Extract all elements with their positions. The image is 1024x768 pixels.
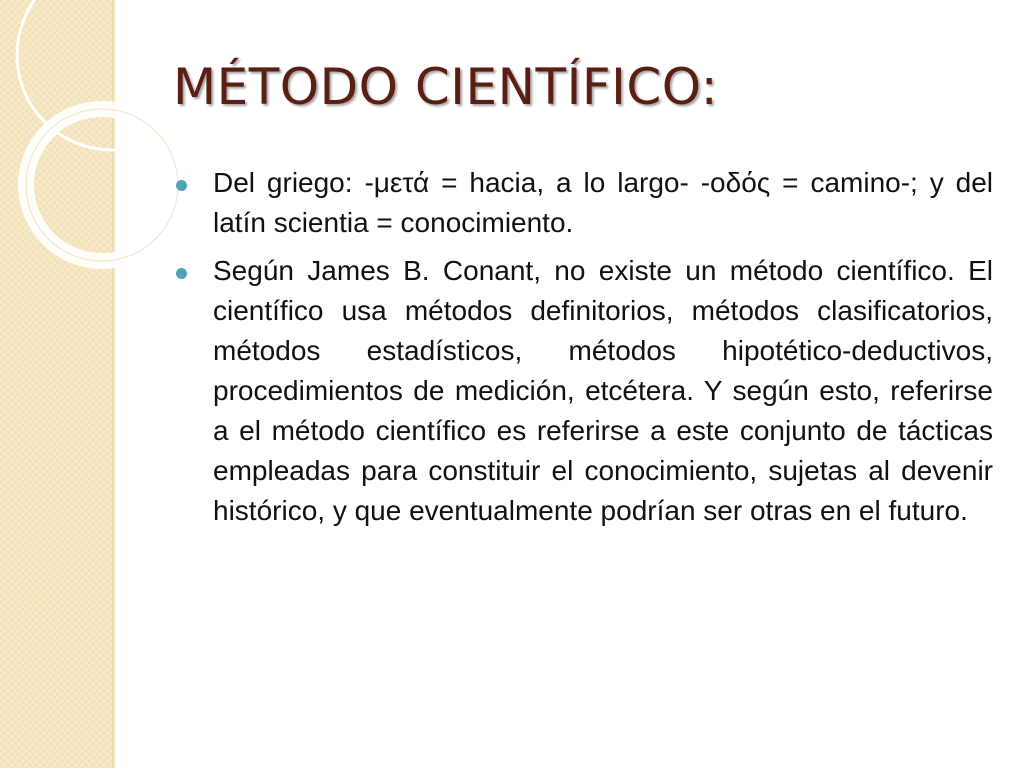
slide-title: MÉTODO CIENTÍFICO: [173,58,719,116]
bullet-item-conant [176,251,993,531]
ring-decoration-icon [0,0,200,320]
bullet-dot-icon [176,268,187,279]
bullet-item-etymology [176,163,993,243]
bullet-dot-icon [176,180,187,191]
bullet-list [176,163,993,539]
bullet-text: Según James B. Conant, no existe un método científico. El científico usa métodos definitorios, métodos clasificatorios, métodos estadísticos, métodos hipotético-deductivos, procedimientos de medición, etcétera. Y según esto, referirse a el método científico es referirse a este conjunto de tácticas empleadas para constituir el conocimiento, sujetas al devenir histórico, y que eventualmente podrían ser otras en el futuro. [213,255,993,526]
bullet-text: Del griego: -μετά = hacia, a lo largo- -οδός = camino-; y del latín scientia = conocimiento. [213,167,993,238]
